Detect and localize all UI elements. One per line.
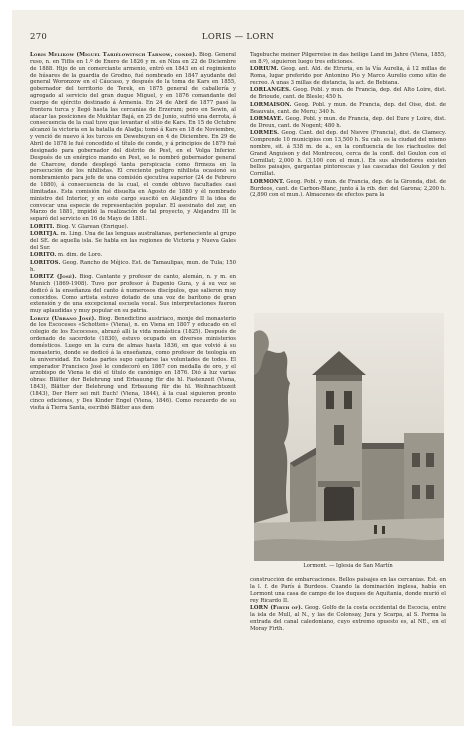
running-head: LORIS — LORN xyxy=(201,32,275,42)
dictionary-entry xyxy=(30,260,236,274)
left-column xyxy=(30,52,236,724)
dictionary-entry xyxy=(250,577,446,604)
entry-text: Biog. Cantante y profesor de canto, alemán, n. y m. en Munich (1869-1908). Tuvo por profesor á Eugenio Gura, y á su vez se dedicó á la enseñanza del canto á numerosos discípulos, que salieron muy conocidos. Como artista estuvo dotado de una voz de barítono de gran extensión y de una excepcional escuela vocal. Sus interpretaciones fueron muy aplaudidas y muy popular en su patria. xyxy=(30,273,236,315)
entry-headword: LORITI. xyxy=(30,223,55,230)
entry-text: m. dim. de Loro. xyxy=(58,252,103,259)
entry-headword: LORITZ (José). xyxy=(30,273,77,280)
dictionary-entry xyxy=(250,52,446,66)
entry-text: Geog. Pobl. y mun. de Francia, dep. del Oise, dist. de Beauvais, cant. de Meru; 340 h. xyxy=(250,101,446,115)
dictionary-entry xyxy=(250,130,446,178)
entry-headword: LORITOS. xyxy=(30,259,61,266)
entry-text: Biog. V. Glarean (Enrique). xyxy=(56,223,129,230)
dictionary-entry xyxy=(250,87,446,101)
entry-text: Biog. General ruso, n. en Tiflis en 1.º de Enero de 1826 y m. en Niza en 22 de Diciembre de 1888. Hijo de un comerciante armenio, entró en 1843 en el regimiento de húsares de la guardia de Grodno, fué nombrado en 1847 ayudante del general Woronzow en el Cáucaso, y después de la toma de Kars en 1855, gobernador del territorio de Terek, en 1875 general de caballería y agregado al servicio del gran duque Miguel, y en 1876 comandante del cuerpo de ejército destinado á Armenia. En 24 de Abril de 1877 pasó la frontera turca y llegó hasta las cercanías de Erzerum; pero en Sewin, al atacar las posiciones de Mukhtar Bajá, en 25 de Junio, sufrió una derrota, á consecuencia de la cual tuvo que levantar el sitio de Kars. En 15 de Octubre alcanzó la victoria en la batalla de Aladja; tomó á Kars en 18 de Noviembre, y venció de nuevo á los turcos en Dewebuyun en 4 de Diciembre. En 29 de Abril de 1878 le fué concedido el título de conde, y á principios de 1879 fué designado para gobernador del distrito de Pest, en el Volga Inferior. Después de un enérgico mando en Pest, se le nombró gobernador general de Charcow, donde desplegó tanta perspicacia como firmeza en la persecución de los nihilistas. El creciente peligro nihilista ocasionó su nombramiento para jefe de una comisión ejecutiva superior (24 de Febrero de 1880), á consecuencia de la cual, el conde obtuvo facultades casi ilimitadas. Esta comisión fué disuelta en Agosto de 1880 y él nombrado ministro del Interior, y en este cargo suscitó en Alejandro II la idea de convocar una especie de representación popular. El asesinato del zar, en Marzo de 1881, impidió la realización de tal proyecto, y Alejandro III le separó del servicio en 16 de Mayo de 1881. xyxy=(30,52,236,223)
entry-text: Geog. Pobl. y mun. de Francia, dep. de la Gironda, dist. de Burdeos, cant. de Carbon-Blanc, junto á la rib. der. del Garona; 2,200 h. (2,890 con el mun.). Almacenes de efectos para la xyxy=(250,178,446,199)
figure-caption: Lormont. — Iglesia de San Martín xyxy=(303,563,393,569)
dictionary-entry xyxy=(30,231,236,252)
entry-headword: LORMAISON. xyxy=(250,101,292,108)
entry-text: construcción de embarcaciones. Bellos paisajes en las cercanías. Est. en la l. f. de París á Burdeos. Cuando la dominación inglesa, había en Lormont una casa de campo de los duques de Aquitania, donde murió el rey Ricardo II. xyxy=(250,577,446,604)
entry-text: Geog. Rancho de Méjico. Est. de Tamaulipas, mun. de Tula; 150 h. xyxy=(30,259,236,273)
entry-headword: LORMONT. xyxy=(250,178,285,185)
dictionary-entry xyxy=(250,605,446,632)
dictionary-entry xyxy=(250,66,446,87)
dictionary-entry xyxy=(250,116,446,130)
page-number: 270 xyxy=(30,32,48,42)
entry-headword: Loris Melikow (Miguel Tariélowitsch Tarnow, conde). xyxy=(30,52,198,58)
entry-headword: Loritz (Urbano José). xyxy=(30,315,97,322)
dictionary-entry xyxy=(250,102,446,116)
entry-text: Geog. Cant. del dep. del Nievre (Francia), dist. de Clamecy. Comprende 10 municipios con 13,500 h. Su cab. es la ciudad del mismo nombre, sit. á 538 m. de a., en la confluencia de los riachuelos del Grand Anguison y del Montrecou, cerca de la confl. del Goulon con el Cornillat; 2,000 h. (3,100 con el mun.). En sus alrededores existen bellos paisajes, gargantas pintorescas y las cascadas del Goulon y del Cornillat. xyxy=(250,130,446,178)
entry-headword: LORMAYE. xyxy=(250,115,284,122)
entry-text: Geog. ant. Ald. de Etruria, en la Vía Aurelia, á 12 millas de Roma, lugar preferido por Antonino Pío y Marco Aurelio como sitio de recreo. A unas 3 millas de distancia, la act. de Bebiana. xyxy=(250,66,446,86)
entry-text: Geog. Golfo de la costa occidental de Escocia, entre la isla de Mull, al N., y las de Colonsay, Jura y Scarpa, al S. Forma la entrada del canal caledoniano, cuyo extremo opuesto es, al NE., en el Moray Firth. xyxy=(250,604,446,632)
dictionary-entry xyxy=(30,274,236,315)
church-photograph xyxy=(254,313,444,561)
entry-headword: LORLANGES. xyxy=(250,87,291,94)
encyclopedia-page xyxy=(12,10,464,726)
dictionary-entry xyxy=(30,316,236,412)
church-illustration xyxy=(254,313,444,561)
entry-headword: LORITO. xyxy=(30,252,57,259)
dictionary-entry xyxy=(30,52,236,223)
entry-text: m. Ling. Una de las lenguas australianas, perteneciente al grupo del SE. de aquella isla. Se habla en las regiones de Victoria y Nueva Gales del Sur. xyxy=(30,231,236,251)
entry-headword: LORIUM. xyxy=(250,66,279,73)
entry-text: Geog. Pobl. y mun. de Francia, dep. del Eure y Loire, dist. de Dreux, cant. de Nogent; 480 h. xyxy=(250,115,446,129)
entry-headword: LORN (Firth of). xyxy=(250,604,303,611)
entry-headword: LORMES. xyxy=(250,130,280,137)
dictionary-entry xyxy=(250,179,446,200)
entry-headword: LORITJA. xyxy=(30,231,59,238)
right-column-bottom xyxy=(250,577,446,724)
dictionary-entry xyxy=(30,224,236,231)
right-column-top xyxy=(250,52,446,350)
entry-text: Tagebuche meiner Pilgerreise in das heilige Land im Jahre (Viena, 1855, en 8.º), siguieron luego tres ediciones. xyxy=(250,52,446,65)
entry-text: Geog. Pobl. y mun. de Francia, dep. del Alto Loire, dist. de Brioude, cant. de Blesle; 450 h. xyxy=(250,87,446,101)
page-header xyxy=(30,32,446,44)
dictionary-entry xyxy=(30,252,236,259)
entry-text: Biog. Benedictino austriaco, monje del monasterio de los Escoceses «Schotten» (Viena), n. en Viena en 1807 y educado en el colegio de los Escoceses, abrazó allí la vida monástica (1825). Después de ordenado de sacerdote (1830), estuvo ocupado en diversos ministerios domésticos. Luego en la cura de almas hasta 1836, en que volvió á su monasterio, donde se dedicó á la enseñanza, como profesor de teología en la universidad. En todas partes supo captarse las voluntades de todos. El emperador Francisco José le condecoró en 1867 con medalla de oro, y el arzobispo de Viena le dió el título de canónigo en 1876. Dió á luz varias obras: Blätter der Belehrung und Erbauung für die hl. Fastenzeit (Viena, 1843), Blätter der Belehrung und Erbauung für die hl. Weihnachtszeit (1843), Der Herr sei mit Euch! (Viena, 1844), á la cual siguieron pronto cinco ediciones, y Des Kinder Engel (Viena, 1846). Como recuerdo de su visita á Tierra Santa, escribió Blätter aus dem xyxy=(30,315,236,411)
